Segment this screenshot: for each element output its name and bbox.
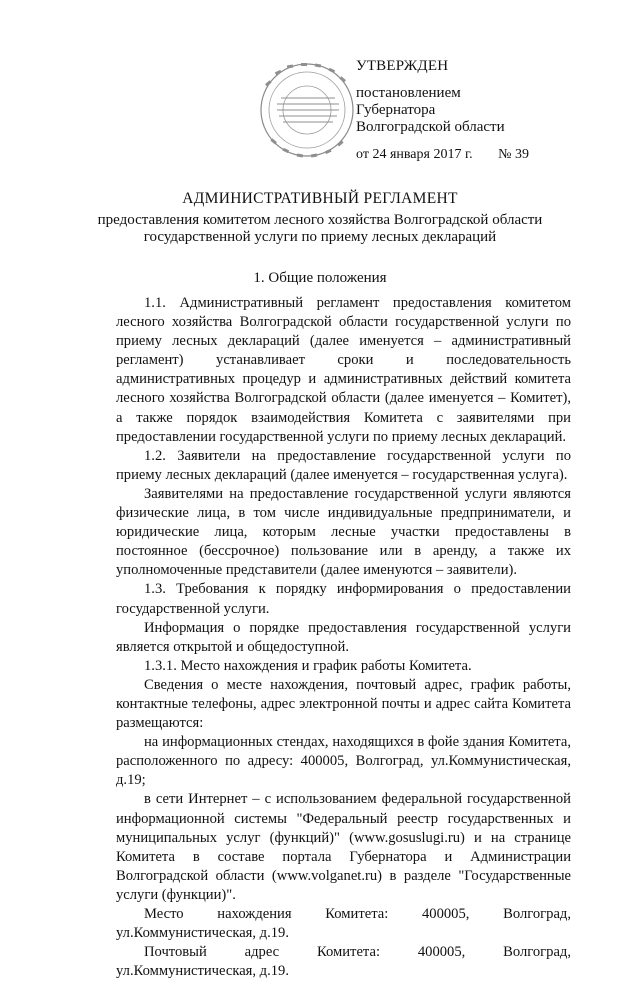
paragraph: Сведения о месте нахождения, почтовый адрес, график работы, контактные телефоны, адрес электронной почты и адрес сайта Комитета размещаются: (116, 676, 571, 732)
approval-date: 24 января 2017 г. (372, 147, 473, 162)
document-title: АДМИНИСТРАТИВНЫЙ РЕГЛАМЕНТ (182, 190, 458, 207)
document-body (116, 294, 571, 981)
paragraph: в сети Интернет – с использованием федеральной государственной информационной системы "Федеральный реестр государственных и муниципальных услуг (функций)" (www.gosuslugi.ru) и на странице Комитета в составе портала Губернатора и Администрации Волгоградской области (www.volganet.ru) в разделе "Государственные услуги (функции)". (116, 791, 571, 903)
section-heading: 1. Общие положения (253, 270, 387, 286)
official-seal-stamp (255, 60, 365, 160)
approval-line-2: Губернатора (356, 102, 436, 118)
paragraph: Место нахождения Комитета: 400005, Волгоград, ул.Коммунистическая, д.19. (116, 906, 571, 942)
document-subtitle (0, 212, 640, 246)
subtitle-line-2: государственной услуги по приему лесных деклараций (143, 229, 497, 245)
approval-heading: УТВЕРЖДЕН (356, 58, 449, 74)
paragraph: 1.3.1. Место нахождения и график работы Комитета. (144, 657, 472, 674)
paragraph: Почтовый адрес Комитета: 400005, Волгоград, ул.Коммунистическая, д.19. (116, 944, 571, 980)
paragraph: 1.3. Требования к порядку информирования о предоставлении государственной услуги. (116, 581, 571, 617)
subtitle-line-1: предоставления комитетом лесного хозяйства Волгоградской области (97, 212, 543, 228)
paragraph: Заявителями на предоставление государственной услуги являются физические лица, в том числе индивидуальные предприниматели, и юридические лица, которым лесные участки предоставлены в постоянное (бессрочное) пользование или в аренду, а также их уполномоченные представители (далее именуются – заявители). (116, 485, 571, 579)
approval-date-line (356, 147, 529, 163)
approval-line-3: Волгоградской области (356, 119, 505, 135)
paragraph: Информация о порядке предоставления государственной услуги является открытой и общедоступной. (116, 619, 571, 655)
approval-block (356, 58, 505, 136)
approval-line-1: постановлением (356, 85, 461, 101)
approval-number: 39 (514, 147, 529, 162)
paragraph: 1.2. Заявители на предоставление государственной услуги по приему лесных деклараций (далее именуется – государственная услуга). (116, 447, 571, 483)
paragraph: на информационных стендах, находящихся в фойе здания Комитета, расположенного по адресу: 400005, Волгоград, ул.Коммунистическая, д.19; (116, 734, 571, 789)
paragraph: 1.1. Административный регламент предоставления комитетом лесного хозяйства Волгоградской области государственной услуги по приему лесных деклараций (далее именуется – административный регламент) устанавливает сроки и последовательность административных процедур и административных действий комитета лесного хозяйства Волгоградской области (далее именуется – Комитет), а также порядок взаимодействия Комитета с заявителями при предоставлении государственной услуги по приему лесных деклараций. (116, 295, 571, 445)
date-prefix: от (356, 147, 369, 162)
number-sign: № (498, 147, 512, 162)
